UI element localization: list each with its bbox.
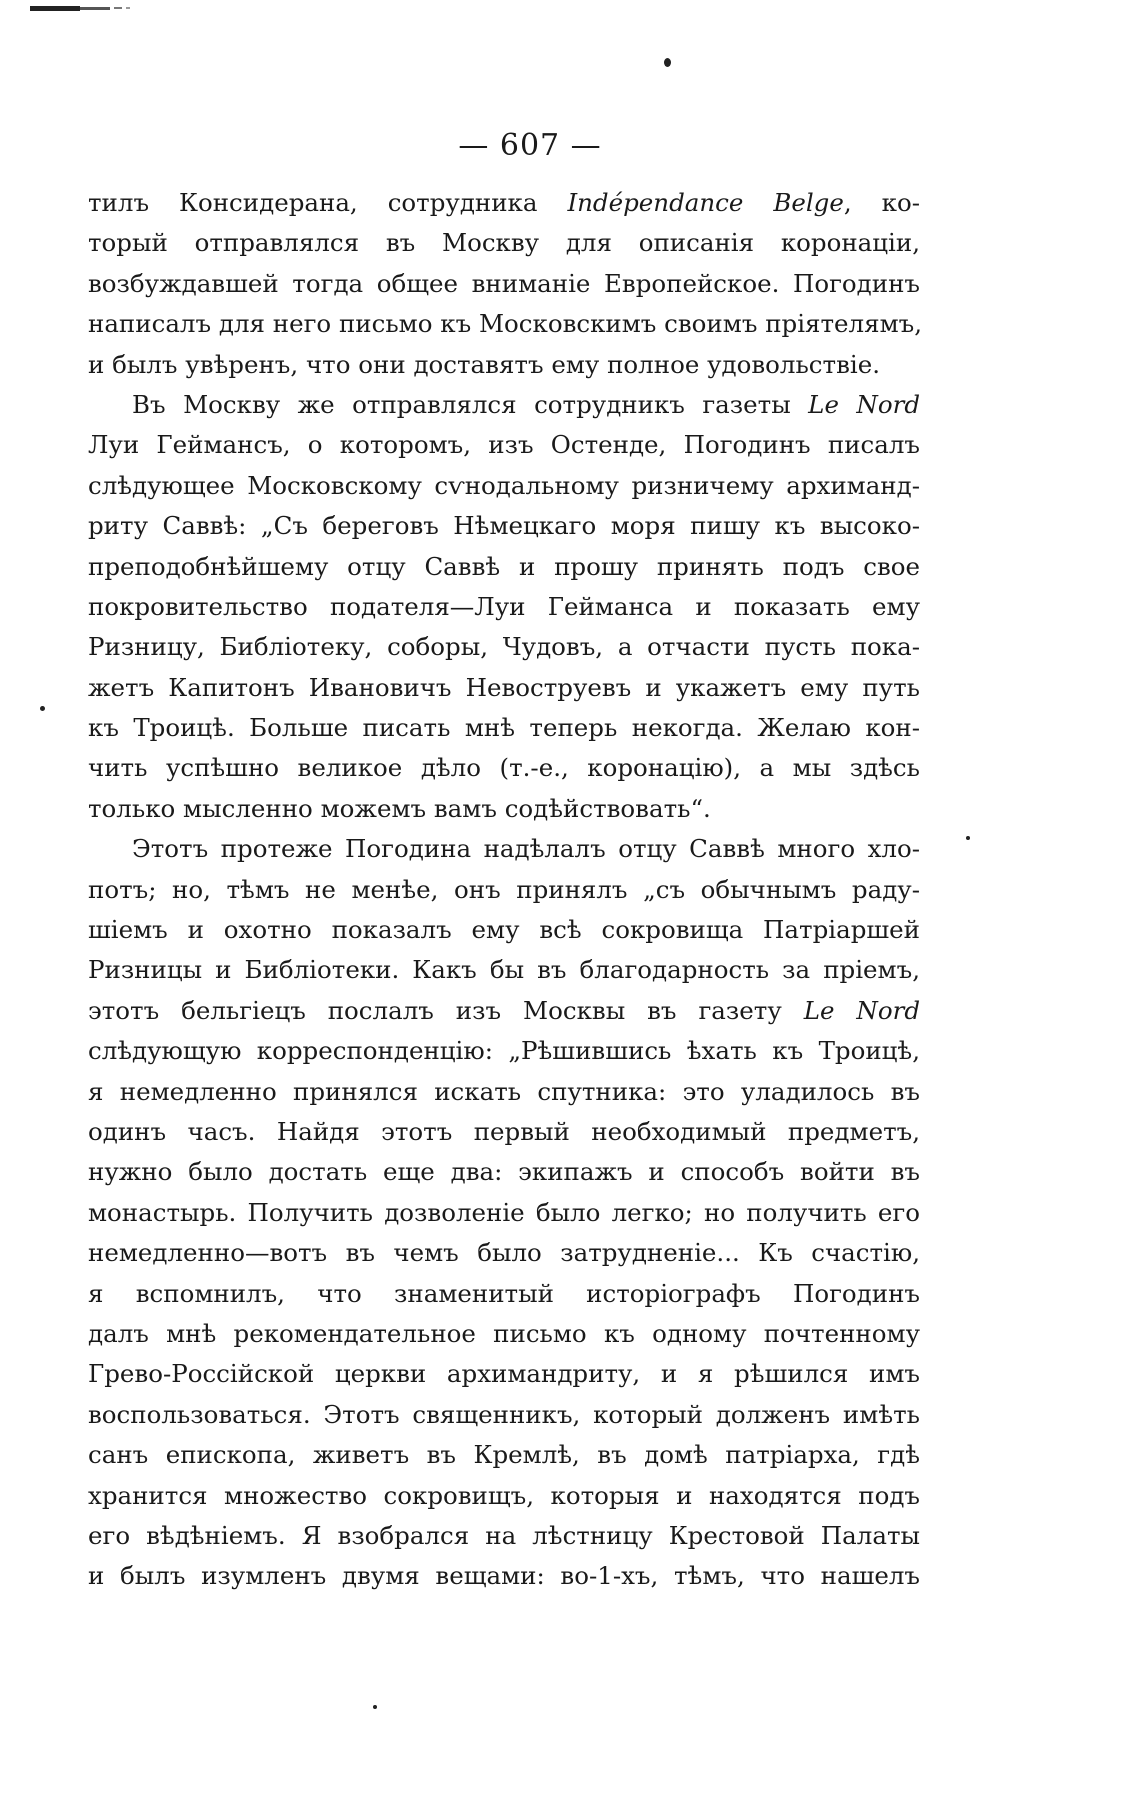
text-line: [88, 789, 920, 829]
text-fragment: потъ; но, тѣмъ не менѣе, онъ принялъ „съ обычнымъ раду-: [88, 874, 920, 904]
text-fragment: преподобнѣйшему отцу Саввѣ и прошу принять подъ свое: [88, 551, 920, 581]
text-fragment: нужно было достать еще два: экипажъ и способъ войти въ: [88, 1157, 920, 1187]
italic-title: Le Nord: [808, 389, 920, 419]
scan-dot-margin-left: [40, 706, 45, 711]
text-fragment: одинъ часъ. Найдя этотъ первый необходимый предметъ,: [88, 1116, 920, 1146]
text-line: [88, 304, 923, 344]
text-fragment: къ Троицѣ. Больше писать мнѣ теперь некогда. Желаю кон-: [88, 713, 920, 743]
page-number: — 607 —: [458, 128, 602, 163]
text-fragment: я немедленно принялся искать спутника: это уладилось въ: [88, 1076, 920, 1106]
text-line: [88, 910, 920, 950]
text-fragment: я вспомнилъ, что знаменитый исторіографъ Погодинъ: [88, 1278, 920, 1308]
text-line: [88, 1556, 920, 1596]
text-line: [88, 668, 920, 708]
text-line: [88, 223, 920, 263]
text-line: [88, 547, 920, 587]
text-fragment: монастырь. Получить дозволеніе было легко; но получить его: [88, 1197, 920, 1227]
text-fragment: Ризницу, Библіотеку, соборы, Чудовъ, а отчасти пусть пока-: [88, 632, 920, 662]
text-line: [88, 385, 920, 425]
text-line: [88, 587, 920, 627]
text-fragment: возбуждавшей тогда общее вниманіе Европейское. Погодинъ: [88, 268, 920, 298]
body-text: [88, 183, 923, 1597]
text-fragment: шіемъ и охотно показалъ ему всѣ сокровища Патріаршей: [88, 915, 920, 945]
text-line: [88, 264, 920, 304]
text-line: [88, 627, 920, 667]
text-line: [88, 1516, 920, 1556]
text-fragment: покровительство подателя—Луи Гейманса и показать ему: [88, 591, 920, 621]
text-line: [88, 1354, 920, 1394]
text-fragment: и былъ увѣренъ, что они доставятъ ему полное удовольствіе.: [88, 349, 881, 379]
text-line: [88, 345, 920, 385]
text-line: [88, 708, 920, 748]
text-line: [88, 506, 920, 546]
text-line: [88, 829, 920, 869]
text-fragment: написалъ для него письмо къ Московскимъ своимъ пріятелямъ,: [88, 309, 923, 339]
scan-dot-margin-right: [966, 836, 970, 840]
text-fragment: тилъ Консидерана, сотрудника: [88, 188, 568, 217]
text-fragment: санъ епископа, живетъ въ Кремлѣ, въ домѣ патріарха, гдѣ: [88, 1440, 920, 1470]
text-fragment: чить успѣшно великое дѣло (т.-е., коронацію), а мы здѣсь: [88, 753, 920, 783]
text-fragment: его вѣдѣніемъ. Я взобрался на лѣстницу Крестовой Палаты: [88, 1520, 920, 1550]
text-line: [88, 1152, 920, 1192]
text-fragment: Въ Москву же отправлялся сотрудникъ газеты: [132, 389, 809, 419]
text-line: [88, 748, 920, 788]
text-line: [88, 425, 920, 465]
text-line: [88, 870, 920, 910]
text-fragment: этотъ бельгіецъ послалъ изъ Москвы въ газету: [88, 995, 804, 1025]
text-line: [88, 991, 920, 1031]
text-fragment: слѣдующую корреспонденцію: „Рѣшившись ѣхать къ Троицѣ,: [88, 1036, 920, 1066]
text-fragment: далъ мнѣ рекомендательное письмо къ одному почтенному: [88, 1318, 920, 1348]
text-line: [88, 1233, 920, 1273]
text-line: [88, 183, 920, 223]
text-line: [88, 1193, 920, 1233]
text-line: [88, 1476, 920, 1516]
text-fragment: Ризницы и Библіотеки. Какъ бы въ благодарность за пріемъ,: [88, 955, 920, 985]
text-line: [88, 950, 920, 990]
scan-dot-top: [664, 58, 671, 67]
text-line: [88, 1112, 920, 1152]
text-fragment: Этотъ протеже Погодина надѣлалъ отцу Саввѣ много хло-: [132, 834, 920, 864]
text-fragment: и былъ изумленъ двумя вещами: во-1-хъ, тѣмъ, что нашелъ: [88, 1561, 920, 1591]
text-fragment: жетъ Капитонъ Ивановичъ Невоструевъ и укажетъ ему путь: [88, 672, 920, 702]
italic-title: Le Nord: [803, 995, 921, 1025]
text-line: [88, 466, 920, 506]
text-fragment: риту Саввѣ: „Съ береговъ Нѣмецкаго моря пишу къ высоко-: [88, 511, 920, 541]
text-line: [88, 1395, 920, 1435]
text-fragment: Грево-Россійской церкви архимандриту, и я рѣшился имъ: [88, 1359, 920, 1389]
text-line: [88, 1031, 920, 1071]
italic-title: Indépendance Belge: [567, 188, 844, 217]
text-fragment: торый отправлялся въ Москву для описанія коронаціи,: [88, 228, 920, 258]
text-line: [88, 1435, 920, 1475]
text-fragment: только мысленно можемъ вамъ содѣйствовать“.: [88, 793, 711, 823]
text-fragment: немедленно—вотъ въ чемъ было затрудненіе... Къ счастію,: [88, 1238, 920, 1268]
text-line: [88, 1314, 920, 1354]
text-fragment: хранится множество сокровищъ, которыя и находятся подъ: [88, 1480, 920, 1510]
text-fragment: слѣдующее Московскому сѵнодальному ризничему архиманд-: [88, 470, 920, 500]
text-line: [88, 1072, 920, 1112]
text-fragment: воспользоваться. Этотъ священникъ, который долженъ имѣть: [88, 1399, 920, 1429]
scan-smudge-top: [30, 4, 180, 16]
text-fragment: Луи Геймансъ, о которомъ, изъ Остенде, Погодинъ писалъ: [88, 430, 920, 460]
text-line: [88, 1274, 920, 1314]
text-fragment: , ко-: [843, 188, 920, 217]
scan-dot-bottom: [373, 1705, 377, 1709]
